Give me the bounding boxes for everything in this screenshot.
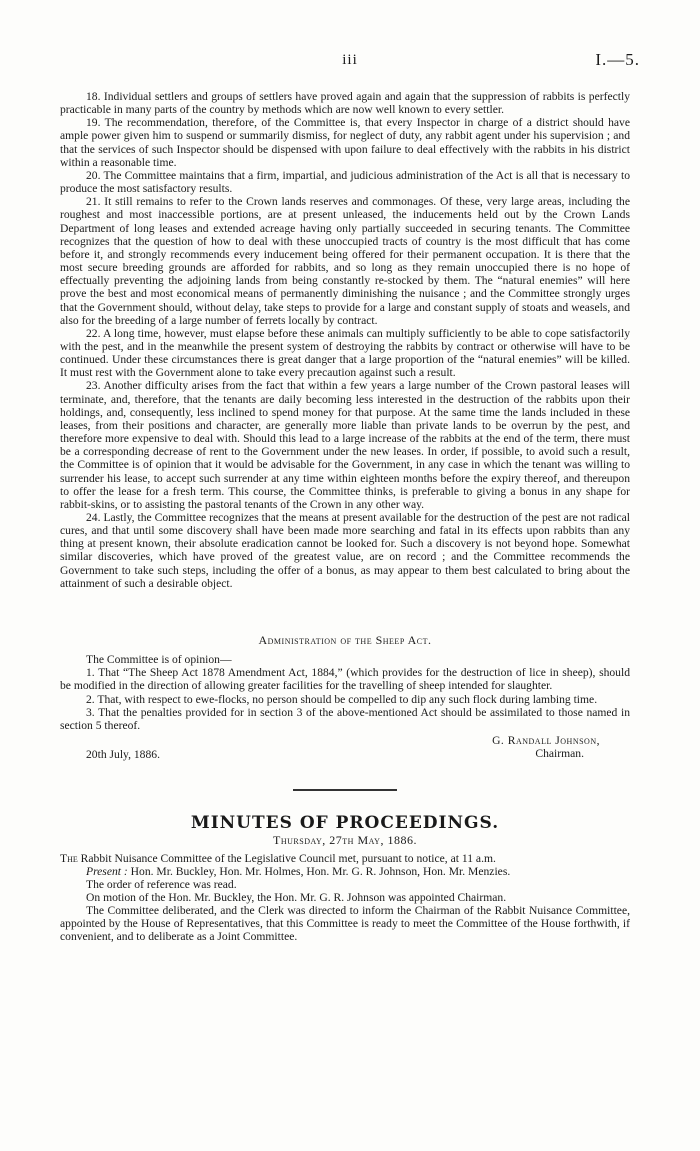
paragraph-24: 24. Lastly, the Committee recognizes that the means at present available for the destruction of the pest are not radical cures, and that until some discovery shall have been made more searching and fatal in its effects upon rabbits than any thing at present known, their absolute eradication cannot be looked for. Such a discovery is not beyond hope. Somewhat similar discoveries, which have proved of the greatest value, are on record ; and the Committee recommends the Government to take such steps, including the offer of a bonus, as may appear to them best calculated to bring about the attainment of such a desirable object. <box>60 511 630 590</box>
minutes-present <box>60 865 630 878</box>
minutes-opening-text: Rabbit Nuisance Committee of the Legislative Council met, pursuant to notice, at 11 a.m. <box>77 851 496 865</box>
paragraph-20: 20. The Committee maintains that a firm, impartial, and judicious administration of the Act is all that is necessary to produce the most satisfactory results. <box>60 168 630 196</box>
minutes-title: MINUTES OF PROCEEDINGS. <box>190 813 500 834</box>
signatory-name: G. Randall Johnson, <box>492 734 600 748</box>
paragraph-19: 19. The recommendation, therefore, of the Committee is, that every Inspector in charge of a district should have ample power given him to suspend or summarily dismiss, for neglect of duty, any rabbit agent under his supervision ; and that the services of such Inspector should be dispensed with upon failure to deal effectively with the rabbits in his district within a reasonable time. <box>60 116 630 169</box>
minutes-date: Thursday, 27th May, 1886. <box>273 833 417 848</box>
sheep-act-item-1: 1. That “The Sheep Act 1878 Amendment Act, 1884,” (which provides for the destruction of lice in sheep), should be modified in the direction of allowing greater facilities for the travelling of sheep intended for slaughter. <box>60 666 630 693</box>
minutes-line-3: The Committee deliberated, and the Clerk was directed to inform the Chairman of the Rabbit Nuisance Committee, appointed by the House of Representatives, that this Committee is ready to meet the Committee of the House forthwith, if convenient, and to deliberate as a Joint Committee. <box>60 904 630 944</box>
document-reference: I.—5. <box>595 50 640 69</box>
sheep-act-section <box>60 653 630 732</box>
signatory-title: Chairman. <box>535 747 584 761</box>
sheep-act-intro: The Committee is of opinion— <box>86 653 232 667</box>
minutes-opening <box>60 852 630 865</box>
paragraph-18: 18. Individual settlers and groups of settlers have proved again and again that the suppression of rabbits is perfectly practicable in many parts of the country by methods which are now well known to every settler. <box>60 90 630 117</box>
minutes-lead-word: The <box>60 851 78 865</box>
minutes-line-1: The order of reference was read. <box>86 877 237 891</box>
sheep-act-item-2: 2. That, with respect to ewe-flocks, no person should be compelled to dip any such flock during lambing time. <box>86 692 598 706</box>
sheep-act-item-3: 3. That the penalties provided for in section 3 of the above-mentioned Act should be assimilated to those named in section 5 thereof. <box>60 705 630 732</box>
page-number: iii <box>342 52 358 68</box>
paragraph-23: 23. Another difficulty arises from the fact that within a few years a large number of the Crown pastoral leases will terminate, and, therefore, that the tenants are daily becoming less interested in the destruction of the rabbits upon their holdings, and, consequently, less inclined to spend money for that purpose. At the same time the lands included in these leases, from their positions and character, are generally more liable than private lands to be overrun by the pest, and therefore more expensive to deal with. Should this lead to a large increase of the rabbits at the end of the term, there must be a corresponding decrease of rent to the Government under the new leases. In order, if possible, to avoid such a result, the Committee is of opinion that it would be advisable for the Government, in any case in which the tenant was willing to surrender his lease, to accept such surrender at any time within eighteen months before the expiry thereof, and thereupon to offer the lease for a fresh term. This course, the Committee thinks, is preferable to giving a bonus in any shape for rabbit-skins, or to assisting the pastoral tenants of the Crown in any other way. <box>60 379 630 511</box>
section-heading-sheep-act: Administration of the Sheep Act. <box>258 632 432 647</box>
present-label: Present : <box>86 864 128 878</box>
body-text <box>60 90 630 944</box>
section-divider <box>293 789 397 791</box>
minutes-line-2: On motion of the Hon. Mr. Buckley, the Hon. Mr. G. R. Johnson was appointed Chairman. <box>86 890 507 904</box>
report-date: 20th July, 1886. <box>86 748 160 762</box>
paragraph-22: 22. A long time, however, must elapse before these animals can multiply sufficiently to be able to cope satisfactorily with the pest, and in the meanwhile the present system of destroying the rabbits by contract or otherwise will have to be continued. Under these circumstances there is great danger that a large proportion of the “natural enemies” will be killed. It must rest with the Government alone to take every precaution against such a result. <box>60 326 630 380</box>
signatory <box>492 734 630 760</box>
present-members: Hon. Mr. Buckley, Hon. Mr. Holmes, Hon. Mr. G. R. Johnson, Hon. Mr. Menzies. <box>127 864 511 878</box>
signature-block <box>60 734 630 761</box>
paragraph-21: 21. It still remains to refer to the Crown lands reserves and commonages. Of these, very large areas, including the roughest and most inaccessible portions, are at present unleased, the inducements held out by the Crown Lands Department of long leases and extended acreage having only partially succeeded in securing tenants. The Committee recognizes that the question of how to deal with these unoccupied tracts of country is the most difficult that has come before it, and strongly recommends every inducement being offered for their permanent occupation. It is there that the most secure breeding grounds are afforded for rabbits, and so long as they remain unoccupied there is no hope of effectually preventing the adjoining lands from being constantly re-stocked by them. The “natural enemies” will here prove the best and most economical means of permanently diminishing the nuisance ; and the Committee strongly urges that the Government should, without delay, take steps to provide for a large and constant supply of stoats and weasels, and also for the breeding of a large number of ferrets locally by contract. <box>60 195 630 327</box>
